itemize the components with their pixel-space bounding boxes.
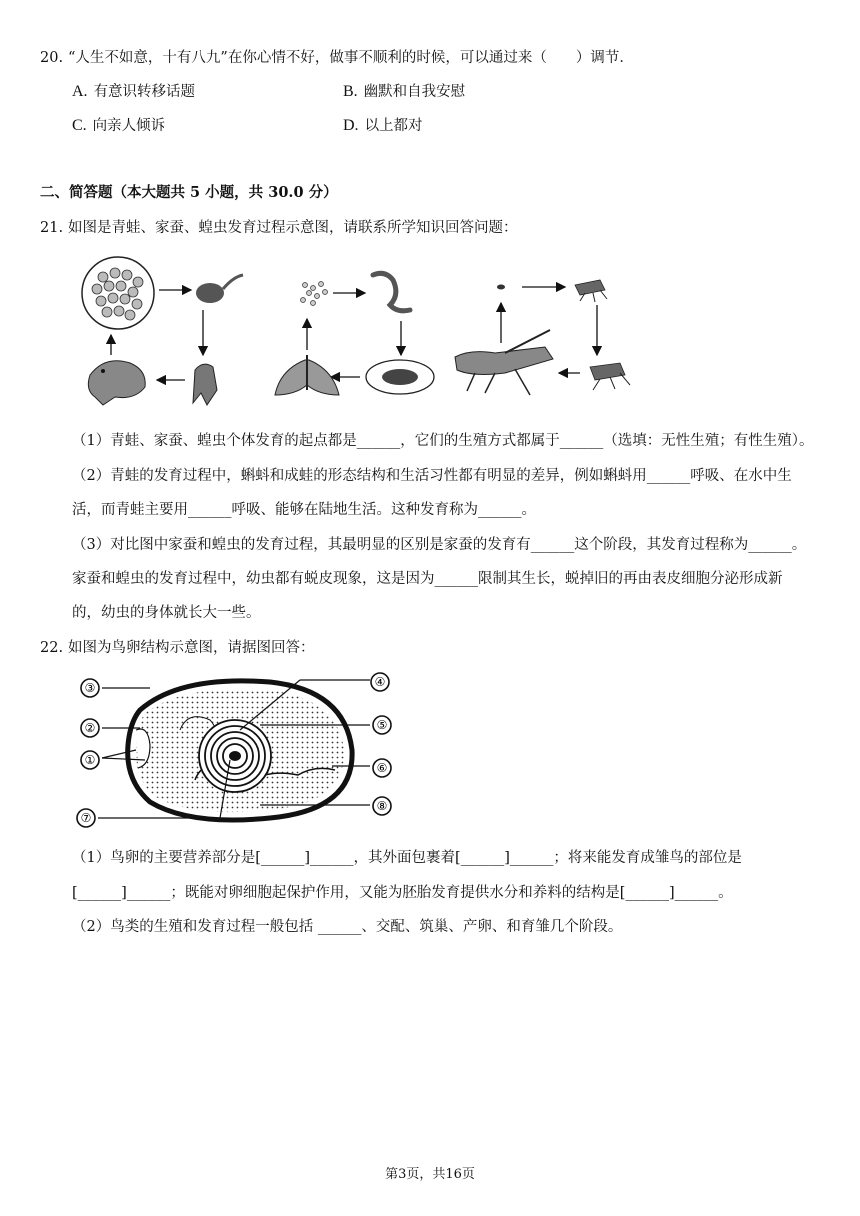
option-text: 向亲人倾诉 <box>92 118 166 134</box>
label-1-text: ① <box>84 753 96 767</box>
label-5-text: ⑤ <box>376 718 388 732</box>
silk-moth-illustration <box>275 355 339 395</box>
q21-line-6: 的，幼虫的身体就长大一些。 <box>72 605 261 621</box>
silkworm-cocoon-illustration <box>366 360 434 394</box>
label-6-text: ⑥ <box>376 761 388 775</box>
q20-stem <box>40 48 634 68</box>
silkworm-larva-illustration <box>373 273 410 310</box>
q20-option-a <box>72 82 195 102</box>
label-2-text: ② <box>84 721 96 735</box>
q20-option-d <box>343 116 423 136</box>
q21-line-3: 活，而青蛙主要用______呼吸、能够在陆地生活。这种发育称为______。 <box>72 502 536 518</box>
label-3 <box>81 679 99 697</box>
q21-line-5: 家蚕和蝗虫的发育过程中，幼虫都有蜕皮现象，这是因为______限制其生长，蜕掉旧的再由表皮细胞分泌形成新 <box>72 571 783 587</box>
option-letter: C. <box>72 117 87 134</box>
option-letter: B. <box>343 83 358 100</box>
q22-line-1: （1）鸟卵的主要营养部分是[______]______，其外面包裹着[______]______；将来能发育成雏鸟的部位是 <box>72 850 742 866</box>
locust-egg-illustration <box>497 285 505 290</box>
adult-locust-illustration <box>455 330 553 395</box>
q22-line-3: （2）鸟类的生殖和发育过程一般包括 ______、交配、筑巢、产卵、和育雏几个阶段。 <box>72 919 623 935</box>
q22-stem <box>40 638 315 658</box>
q22-number: 22. <box>40 640 64 656</box>
label-1 <box>81 751 99 769</box>
silkworm-eggs-illustration <box>301 282 328 306</box>
q21-stem-text: 如图是青蛙、家蚕、蝗虫发育过程示意图，请联系所学知识回答问题： <box>68 220 518 236</box>
option-text: 幽默和自我安慰 <box>363 84 466 100</box>
label-7 <box>77 809 95 827</box>
label-5 <box>373 716 391 734</box>
option-letter: D. <box>343 117 359 134</box>
life-cycle-figure <box>75 255 645 415</box>
page-footer: 第3页，共16页 <box>385 1167 475 1182</box>
adult-frog-illustration <box>88 361 145 405</box>
froglet-illustration <box>193 364 217 405</box>
label-3-text: ③ <box>84 681 96 695</box>
label-8-text: ⑧ <box>376 799 388 813</box>
q20-option-b <box>343 82 465 102</box>
egg-illustration <box>128 681 352 820</box>
q22-stem-text: 如图为鸟卵结构示意图，请据图回答： <box>68 640 315 656</box>
locust-nymph-large-illustration <box>590 363 630 390</box>
frog-cycle <box>82 257 243 405</box>
locust-cycle <box>455 280 630 395</box>
q21-line-2: （2）青蛙的发育过程中，蝌蚪和成蛙的形态结构和生活习性都有明显的差异，例如蝌蚪用______呼吸、在水中生 <box>72 468 792 484</box>
section-title: 二、简答题（本大题共 5 小题，共 30.0 分） <box>40 184 338 201</box>
label-2 <box>81 719 99 737</box>
q21-line-4: （3）对比图中家蚕和蝗虫的发育过程，其最明显的区别是家蚕的发育有______这个阶段，其发育过程称为______。 <box>72 537 807 553</box>
silkworm-cycle <box>275 273 434 395</box>
label-8 <box>373 797 391 815</box>
option-text: 以上都对 <box>364 118 423 134</box>
locust-nymph-small-illustration <box>575 280 607 302</box>
option-letter: A. <box>72 83 88 100</box>
q20-number: 20. <box>40 50 64 66</box>
option-text: 有意识转移话题 <box>93 84 196 100</box>
frog-eggs-illustration <box>82 257 154 329</box>
q21-stem <box>40 218 518 238</box>
q20-option-c <box>72 116 165 136</box>
label-7-text: ⑦ <box>80 811 92 825</box>
q21-line-1: （1）青蛙、家蚕、蝗虫个体发育的起点都是______，它们的生殖方式都属于______（选填：无性生殖；有性生殖）。 <box>72 433 814 449</box>
label-4 <box>371 673 389 691</box>
q20-stem-text: “人生不如意，十有八九”在你心情不好，做事不顺利的时候，可以通过来（ ）调节． <box>68 50 634 66</box>
label-4-text: ④ <box>374 675 386 689</box>
bird-egg-figure <box>70 670 400 830</box>
q22-line-2: [______]______；既能对卵细胞起保护作用，又能为胚胎发育提供水分和养料的结构是[______]______。 <box>72 885 733 901</box>
label-6 <box>373 759 391 777</box>
q21-number: 21. <box>40 220 64 236</box>
tadpole-illustration <box>196 275 243 303</box>
